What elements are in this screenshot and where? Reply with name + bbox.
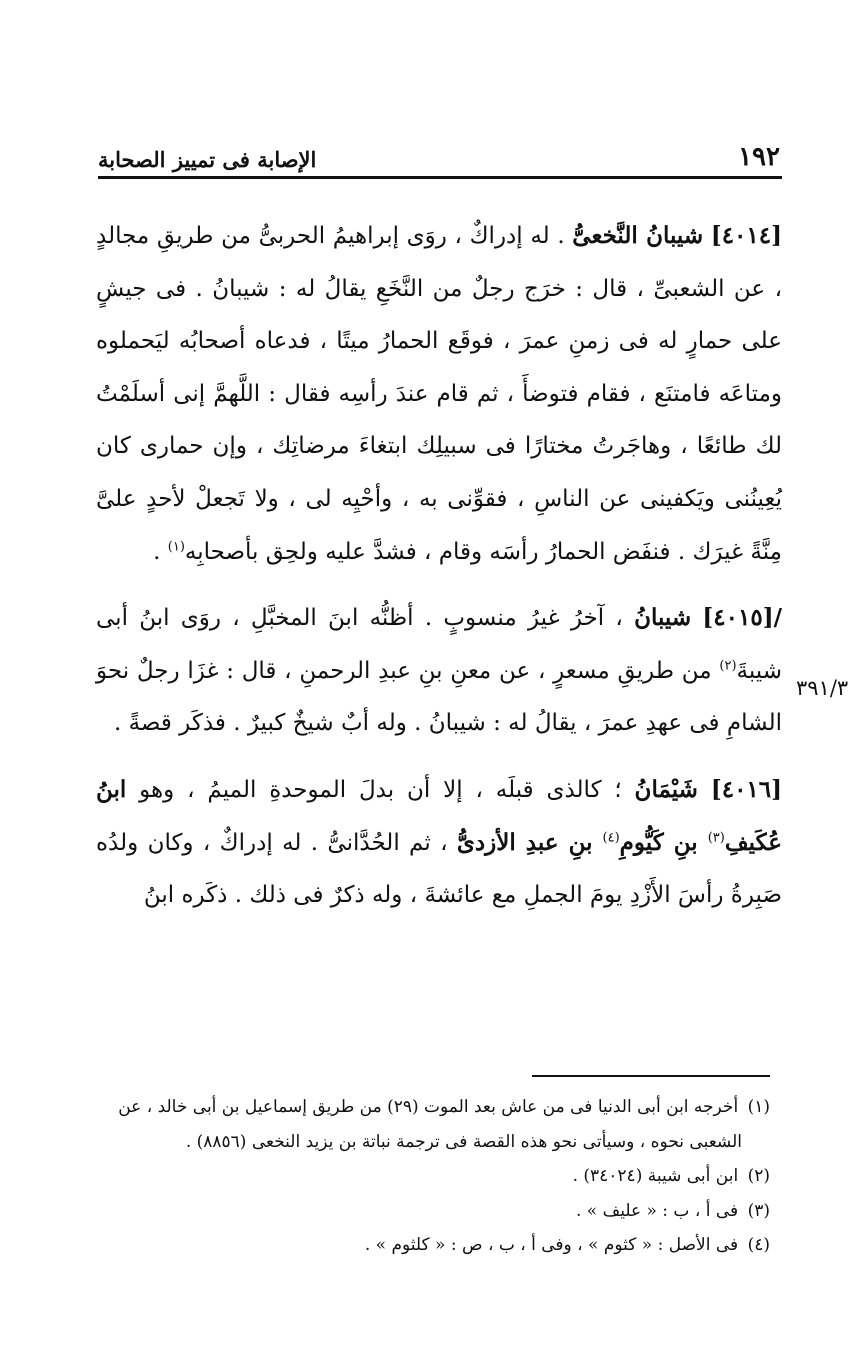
- margin-volume-page-note: ٣٩١/٣: [796, 676, 849, 700]
- entry-name: شيبانُ: [634, 604, 692, 632]
- footnotes: [86, 1090, 770, 1263]
- entry-text: ؛ كالذى قبلَه ، إلا أن بدلَ الموحدةِ الميمُ ، وهو: [126, 776, 622, 803]
- footnote-text: فى أ ، ب : « عليف » .: [575, 1200, 739, 1221]
- entry-text: ، آخرُ غيرُ منسوبٍ . أظنُّه ابنَ المخبَّلِ ، روَى ابنُ أبى شيبةَ: [96, 605, 782, 684]
- footnote-rule: [532, 1075, 770, 1077]
- lineage-name: بنِ كَيُّومِ: [619, 828, 708, 856]
- footnote-4: [86, 1228, 770, 1263]
- page-header: [98, 132, 780, 172]
- footnote-2: [86, 1159, 770, 1194]
- footnote-ref: (٤): [602, 829, 620, 845]
- footnote-text: الشعبى نحوه ، وسيأتى نحو هذه القصة فى ترجمة نباتة بن يزيد النخعى (٨٨٥٦) .: [185, 1131, 742, 1152]
- entry-number: /[٤٠١٥]: [702, 604, 782, 632]
- footnote-number: (١): [747, 1097, 770, 1117]
- footnote-text: أخرجه ابن أبى الدنيا فى من عاش بعد الموت (٢٩) من طريق إسماعيل بن أبى خالد ، عن: [118, 1097, 739, 1117]
- entry-text: . له إدراكٌ ، روَى إبراهيمُ الحربىُّ من طريقِ مجالدٍ ، عن الشعبىِّ ، قال : خرَج رجلٌ من النَّخَعِ يقالُ له : شيبانُ . فى جيشٍ على حمارٍ له فى زمنِ عمرَ ، فوقَع الحمارُ ميتًا ، فدعاه أصحابُه ليَحملوه ومتاعَه فامتنَع ، فقام فتوضأَ ، ثم قام عندَ رأسِه فقال : اللَّهمَّ إنى أسلَمْتُ لك طائعًا ، وهاجَرتُ مختارًا فى سبيلِك ابتغاءَ مرضاتِك ، وإن حمارى كان يُعِينُنى ويَكفينى عن الناسِ ، فقوِّنى به ، وأحْيِه لى ، ولا تَجعلْ لأحدٍ علىَّ مِنَّةً غيرَك . فنفَض الحمارُ رأسَه وقام ، فشدَّ عليه ولحِق بأصحابِه: [96, 223, 782, 565]
- entry-number: [٤٠١٦]: [710, 775, 783, 803]
- entry-text-continued: ، ثم الحُدَّانىُّ . له إدراكٌ ، وكان ولدُه صَبِرةُ رأسَ الأَزْدِ يومَ الجملِ مع عائشةَ ، وله ذكرٌ فى ذلك . ذكَره ابنُ: [96, 829, 782, 909]
- footnote-ref: (١): [167, 538, 185, 554]
- entry-name: شَيْمَانُ: [634, 775, 698, 803]
- footnote-text: فى الأصل : « كثوم » ، وفى أ ، ب ، ص : « كلثوم » .: [364, 1235, 739, 1255]
- page-number: ١٩٢: [738, 142, 780, 172]
- footnote-ref: (٣): [707, 829, 725, 845]
- entry-4015: [96, 592, 782, 750]
- header-rule: [98, 176, 782, 179]
- footnote-3: [86, 1194, 770, 1229]
- entry-number: [٤٠١٤]: [710, 222, 783, 249]
- main-text: [96, 210, 782, 922]
- footnote-1: [86, 1090, 770, 1125]
- lineage-name: بنِ عبدِ الأزدىُّ: [456, 828, 603, 856]
- footnote-1-continued: [86, 1125, 770, 1160]
- footnote-ref: (٢): [719, 658, 737, 674]
- footnote-number: (٣): [747, 1200, 770, 1221]
- footnote-number: (٤): [747, 1235, 770, 1255]
- footnote-text: ابن أبى شيبة (٣٤٠٢٤) .: [572, 1166, 739, 1186]
- entry-name: شيبانُ النَّخعىُّ: [572, 222, 704, 249]
- entry-4016: [96, 764, 782, 922]
- entry-tail: .: [153, 538, 168, 565]
- entry-text-continued: من طريقِ مسعرٍ ، عن معنِ بنِ عبدِ الرحمنِ ، قال : غزَا رجلٌ نحوَ الشامِ فى عهدِ عمرَ ، يقالُ له : شيبانُ . وله أبٌ شيخٌ كبيرٌ . فذكَر قصةً .: [96, 657, 782, 737]
- book-title: الإصابة فى تمييز الصحابة: [98, 147, 317, 172]
- entry-4014: [96, 210, 782, 578]
- lineage-name: ابنُ عُكَيفِ: [96, 775, 783, 856]
- footnote-number: (٢): [747, 1166, 770, 1186]
